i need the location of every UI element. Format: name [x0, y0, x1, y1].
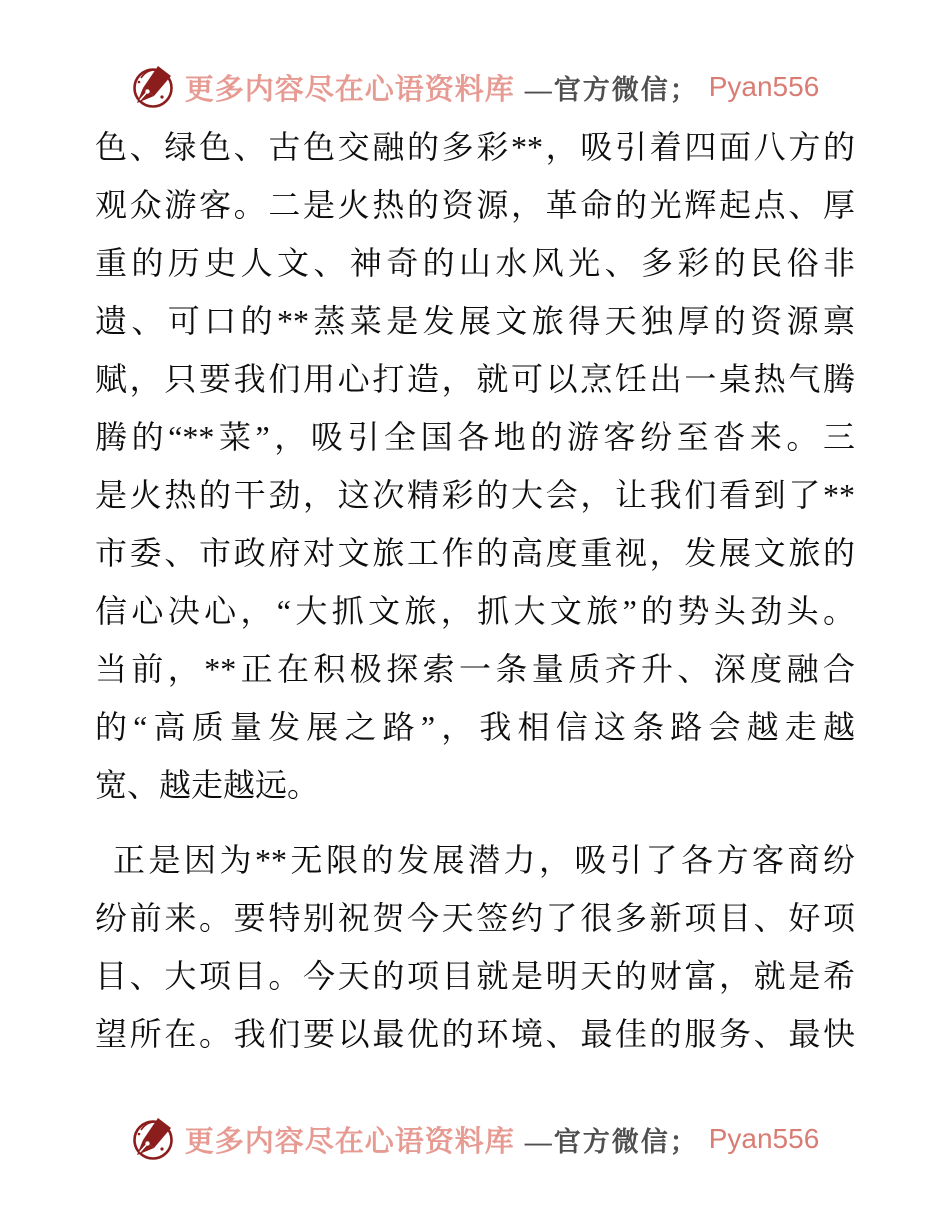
paragraph	[95, 118, 855, 814]
header-watermark	[0, 64, 950, 110]
text-line: 目、大项目。今天的项目就是明天的财富，就是希	[95, 958, 855, 994]
text-line: 的“高质量发展之路”，我相信这条路会越走越	[95, 709, 855, 745]
footer-watermark	[0, 1116, 950, 1162]
text-line: 纷前来。要特别祝贺今天签约了很多新项目、好项	[95, 900, 855, 936]
text-line: 市委、市政府对文旅工作的高度重视，发展文旅的	[95, 535, 855, 571]
text-line: 重的历史人文、神奇的山水风光、多彩的民俗非	[95, 245, 855, 281]
text-line: 腾的“**菜”，吸引全国各地的游客纷至沓来。三	[95, 419, 855, 455]
watermark-site-text: 更多内容尽在心语资料库	[184, 1125, 515, 1158]
text-line: 赋，只要我们用心打造，就可以烹饪出一桌热气腾	[95, 361, 855, 397]
watermark-wechat-id: Pyan556	[708, 71, 820, 102]
text-line: 是火热的干劲，这次精彩的大会，让我们看到了**	[95, 477, 855, 513]
text-line: 宽、越走越远。	[95, 767, 320, 803]
text-line: 正是因为**无限的发展潜力，吸引了各方客商纷	[113, 842, 855, 878]
text-line: 望所在。我们要以最优的环境、最佳的服务、最快	[95, 1016, 855, 1052]
pen-seal-logo-icon	[131, 64, 175, 110]
text-line: 信心决心，“大抓文旅，抓大文旅”的势头劲头。	[95, 593, 855, 629]
watermark-wechat-label: —官方微信；	[524, 1126, 699, 1157]
text-line: 当前，**正在积极探索一条量质齐升、深度融合	[95, 651, 855, 687]
text-line: 色、绿色、古色交融的多彩**，吸引着四面八方的	[95, 129, 855, 165]
pen-seal-logo-icon	[131, 1116, 175, 1162]
watermark-wechat-id: Pyan556	[708, 1123, 820, 1154]
watermark-wechat-label: —官方微信；	[524, 74, 699, 105]
text-line: 观众游客。二是火热的资源，革命的光辉起点、厚	[95, 187, 855, 223]
watermark-site-text: 更多内容尽在心语资料库	[184, 73, 515, 106]
paragraph	[95, 831, 855, 1063]
document-body	[95, 118, 855, 1063]
text-line: 遗、可口的**蒸菜是发展文旅得天独厚的资源禀	[95, 303, 855, 339]
